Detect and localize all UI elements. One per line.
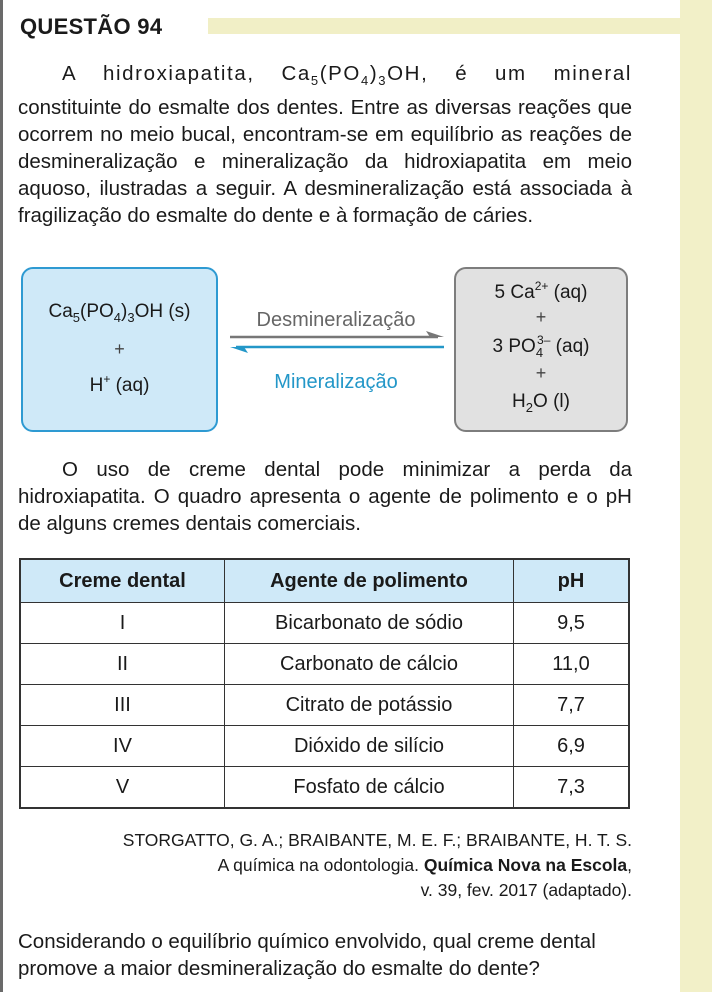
intro-lead: A hidroxiapatita,: [62, 62, 282, 85]
cell-ph: 6,9: [514, 726, 630, 767]
page-edge: [0, 0, 3, 992]
table-row: [20, 644, 629, 685]
mineralization-label: Mineralização: [274, 371, 398, 393]
reference-authors: STORGATTO, G. A.; BRAIBANTE, M. E. F.; BRAIBANTE, H. T. S.: [122, 830, 632, 850]
cell-ph: 11,0: [514, 644, 630, 685]
cell-agent: Carbonato de cálcio: [225, 644, 514, 685]
reactants-box: [21, 267, 218, 432]
products-box: [454, 267, 628, 432]
cell-toothpaste: V: [20, 767, 225, 809]
reactants-plus: +: [114, 339, 125, 359]
cell-ph: 7,3: [514, 767, 630, 809]
products-plus-2: +: [535, 363, 547, 383]
hydroxyapatite-formula: $Ca_5(PO_4)_3OH$: [281, 62, 422, 88]
cell-toothpaste: I: [20, 603, 225, 644]
product-calcium-ion: 5 $Ca^{2+}$ (aq): [494, 279, 588, 303]
product-phosphate-ion: 3 $PO_4^{3-}$ (aq): [492, 333, 590, 360]
reference-article: A química na odontologia. Química Nova na Escola,: [217, 855, 632, 875]
header-toothpaste: Creme dental: [20, 559, 225, 603]
equilibrium-arrows: [230, 331, 444, 355]
question-title: QUESTÃO 94: [20, 14, 163, 39]
cell-ph: 7,7: [514, 685, 630, 726]
cell-agent: Fosfato de cálcio: [225, 767, 514, 809]
intro-paragraph: [18, 60, 632, 229]
reference-details: v. 39, fev. 2017 (adaptado).: [420, 880, 632, 900]
table-row: [20, 685, 629, 726]
table-row: [20, 767, 629, 809]
question-prompt: Considerando o equilíbrio químico envolvido, qual creme dental promove a maior desmineralização do esmalte do dente?: [18, 930, 596, 980]
side-decoration-strip: [680, 0, 712, 992]
title-highlight-bar: [208, 18, 680, 34]
intro-tail: , é um mineral: [421, 62, 632, 85]
cell-toothpaste: II: [20, 644, 225, 685]
cell-ph: 9,5: [514, 603, 630, 644]
cell-agent: Citrato de potássio: [225, 685, 514, 726]
header-polishing-agent: Agente de polimento: [225, 559, 514, 603]
header-ph: pH: [514, 559, 630, 603]
table-row: [20, 726, 629, 767]
toothpaste-table-container: [19, 558, 630, 809]
demineralization-label: Desmineralização: [256, 309, 416, 331]
cell-agent: Bicarbonato de sódio: [225, 603, 514, 644]
product-water: $H_2O$ (l): [512, 391, 570, 415]
products-plus-1: +: [535, 307, 547, 327]
cell-agent: Dióxido de silício: [225, 726, 514, 767]
question-header: [20, 14, 660, 44]
reference-journal: Química Nova na Escola: [423, 855, 628, 875]
intro-rest: constituinte do esmalte dos dentes. Entre as diversas reações que ocorrem no meio bucal, encontram-se em equilíbrio as reações de desmineralização e mineralização da hidroxiapatita em meio aquoso, ilustradas a seguir. A desmineralização está associada à fragilização do esmalte do dente e à formação de cáries.: [18, 96, 632, 227]
cell-toothpaste: III: [20, 685, 225, 726]
table-header-row: [20, 559, 629, 603]
table-row: [20, 603, 629, 644]
reactant-hydroxyapatite: $Ca_5(PO_4)_3OH$ (s): [48, 301, 191, 325]
toothpaste-table: [19, 558, 630, 809]
toothpaste-paragraph: O uso de creme dental pode minimizar a perda da hidroxiapatita. O quadro apresenta o agente de polimento e o pH de alguns cremes dentais comerciais.: [18, 458, 632, 535]
reactant-hydrogen-ion: H+ (aq): [89, 372, 150, 396]
cell-toothpaste: IV: [20, 726, 225, 767]
